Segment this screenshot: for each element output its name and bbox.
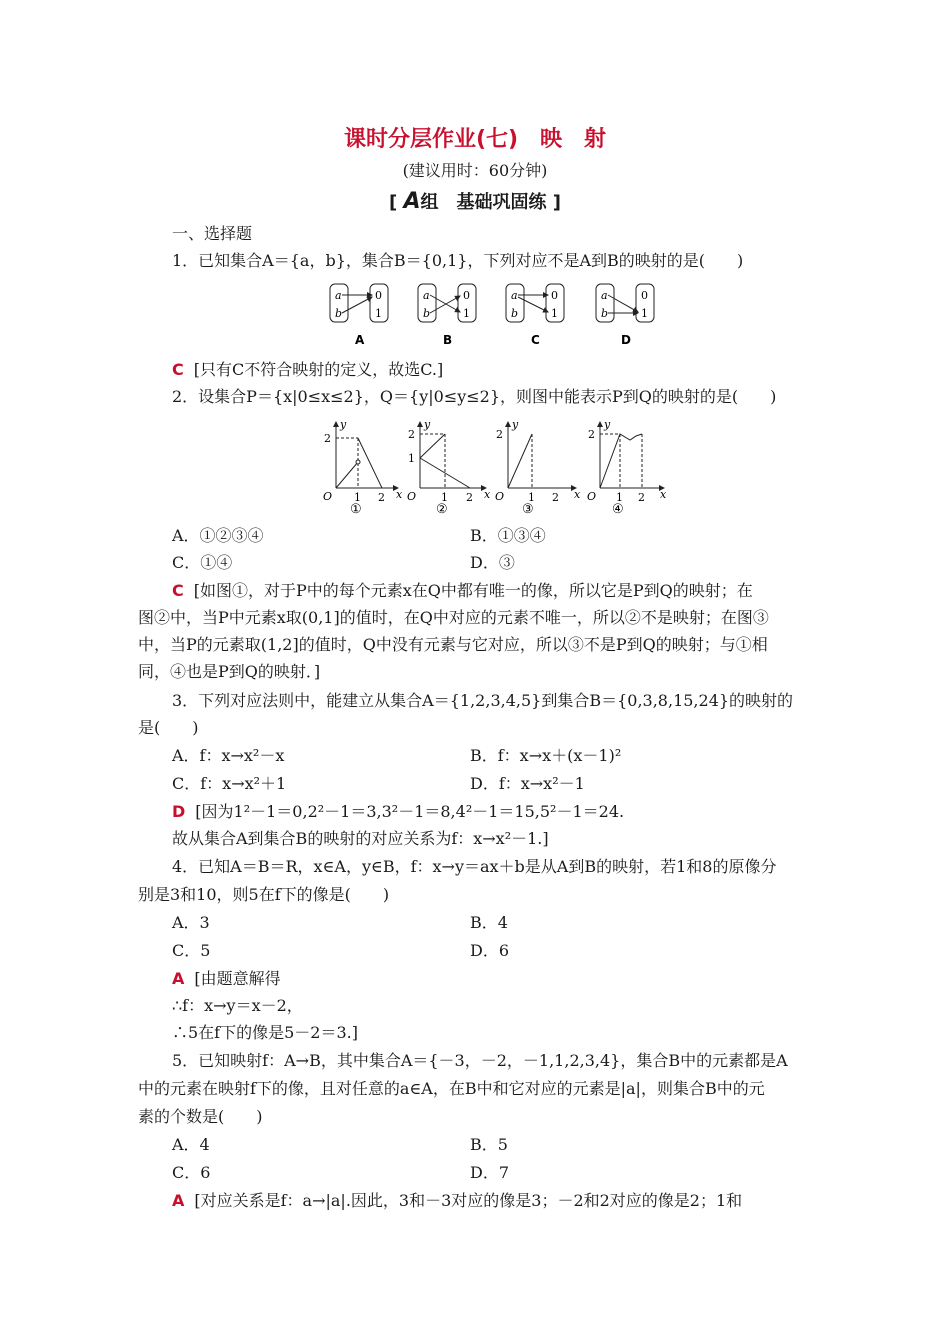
elem-b: b xyxy=(335,307,343,320)
q5-answer-text: [对应关系是f：a→|a|.因此，3和－3对应的像是3；－2和2对应的像是2；1和 xyxy=(194,1191,743,1210)
q1-answer-text: [只有C不符合映射的定义，故选C.] xyxy=(193,360,444,379)
axis-y: y xyxy=(604,418,611,431)
q1-answer xyxy=(172,360,443,380)
q4-line-1: 4．已知A＝B＝R，x∈A，y∈B，f：x→y＝ax＋b是从A到B的映射，若1和8的原像分 xyxy=(172,857,777,876)
q3-option-c: C．f：x→x²＋1 xyxy=(172,774,287,793)
tick-x-1: 1 xyxy=(441,491,448,504)
q3-option-b: B．f：x→x＋(x－1)² xyxy=(470,746,622,765)
tick-x-2: 2 xyxy=(552,491,559,504)
q4-answer-line-1 xyxy=(172,969,281,989)
graph-3 xyxy=(495,418,581,516)
q2-graphs xyxy=(316,416,676,516)
axis-x: x xyxy=(484,488,491,501)
graph-2 xyxy=(407,418,491,516)
elem-1: 1 xyxy=(551,307,558,320)
q5-option-d: D．7 xyxy=(470,1163,510,1182)
elem-b: b xyxy=(511,307,519,320)
origin: O xyxy=(407,490,417,503)
suggested-time: (建议用时：60分钟) xyxy=(402,161,548,180)
tick-y-2: 2 xyxy=(588,428,595,441)
axis-y: y xyxy=(424,418,431,431)
q3-answer-letter: D xyxy=(172,802,186,821)
graph-label-4: ④ xyxy=(612,502,624,516)
q2-answer-line-4: 同，④也是P到Q的映射．] xyxy=(138,662,321,681)
tick-y-2: 2 xyxy=(496,428,503,441)
axis-y: y xyxy=(340,418,347,431)
q4-answer-letter: A xyxy=(172,969,185,988)
q2-option-a: A．①②③④ xyxy=(172,526,264,545)
graph-1 xyxy=(323,418,403,516)
section-heading: 一、选择题 xyxy=(172,224,253,243)
tick-x-1: 1 xyxy=(616,491,623,504)
group-heading xyxy=(0,188,950,214)
q4-line-2: 别是3和10，则5在f下的像是( ) xyxy=(138,885,390,904)
q5-option-a: A．4 xyxy=(172,1135,210,1154)
axis-y: y xyxy=(512,418,519,431)
elem-1: 1 xyxy=(641,307,648,320)
q3-line-1: 3．下列对应法则中，能建立从集合A＝{1,2,3,4,5}到集合B＝{0,3,8,15,24}的映射的 xyxy=(172,691,794,710)
q4-option-d: D．6 xyxy=(470,941,510,960)
tick-x-2: 2 xyxy=(466,491,473,504)
origin: O xyxy=(495,490,505,503)
elem-a: a xyxy=(511,289,518,302)
diagram-label-b: B xyxy=(443,333,453,347)
q1-text: 1．已知集合A＝{a，b}，集合B＝{0,1}，下列对应不是A到B的映射的是( ) xyxy=(172,251,744,270)
q2-option-b: B．①③④ xyxy=(470,526,546,545)
diagram-d xyxy=(596,284,654,322)
q1-mapping-diagrams xyxy=(320,282,680,348)
q4-answer-text-1: [由题意解得 xyxy=(194,969,281,988)
q3-answer-text-1: [因为1²－1＝0,2²－1＝3,3²－1＝8,4²－1＝15,5²－1＝24. xyxy=(195,802,625,821)
q4-option-a: A．3 xyxy=(172,913,210,932)
q5-answer-line-1 xyxy=(172,1191,742,1211)
axis-x: x xyxy=(574,488,581,501)
tick-y-2: 2 xyxy=(408,428,415,441)
q4-option-b: B．4 xyxy=(470,913,508,932)
q5-option-c: C．6 xyxy=(172,1163,211,1182)
elem-a: a xyxy=(601,289,608,302)
q2-option-d: D．③ xyxy=(470,553,515,572)
elem-b: b xyxy=(423,307,431,320)
q5-line-3: 素的个数是( ) xyxy=(138,1107,263,1126)
q5-line-1: 5．已知映射f：A→B，其中集合A＝{－3，－2，－1,1,2,3,4}，集合B中的元素都是A xyxy=(172,1051,788,1070)
elem-0: 0 xyxy=(375,289,382,302)
q2-text: 2．设集合P＝{x|0≤x≤2}，Q＝{y|0≤y≤2}，则图中能表示P到Q的映射的是( ) xyxy=(172,387,777,406)
q3-answer-line-1 xyxy=(172,802,624,822)
diagram-label-d: D xyxy=(621,333,631,347)
q4-answer-line-2: ∴f：x→y＝x－2， xyxy=(172,996,303,1015)
q2-option-c: C．①④ xyxy=(172,553,233,572)
graph-label-3: ③ xyxy=(522,502,534,516)
q3-option-a: A．f：x→x²－x xyxy=(172,746,285,765)
diagram-label-a: A xyxy=(355,333,365,347)
tick-x-1: 1 xyxy=(528,491,535,504)
q5-line-2: 中的元素在映射f下的像，且对任意的a∈A，在B中和它对应的元素是|a|，则集合B中的元 xyxy=(138,1079,765,1098)
axis-x: x xyxy=(396,488,403,501)
origin: O xyxy=(587,490,597,503)
diagram-c xyxy=(506,284,564,322)
q1-answer-letter: C xyxy=(172,360,184,379)
q3-option-d: D．f：x→x²－1 xyxy=(470,774,585,793)
axis-x: x xyxy=(660,488,667,501)
bracket-right: ] xyxy=(546,192,562,213)
q2-answer-line-3: 中，当P的元素取(1,2]的值时，Q中没有元素与它对应，所以③不是P到Q的映射；与①相 xyxy=(138,635,768,654)
q5-option-b: B．5 xyxy=(470,1135,508,1154)
q2-answer-line-1 xyxy=(172,581,753,601)
tick-y-1: 1 xyxy=(408,452,415,465)
elem-1: 1 xyxy=(375,307,382,320)
q2-answer-letter: C xyxy=(172,581,184,600)
tick-y-2: 2 xyxy=(324,432,331,445)
group-label: 组 基础巩固练 xyxy=(420,192,547,213)
origin: O xyxy=(323,490,333,503)
diagram-a xyxy=(330,284,388,322)
tick-x-2: 2 xyxy=(378,491,385,504)
diagram-label-c: C xyxy=(531,333,540,347)
elem-a: a xyxy=(423,289,430,302)
tick-x-1: 1 xyxy=(354,491,361,504)
diagram-b xyxy=(418,284,476,322)
q2-answer-text-1: [如图①，对于P中的每个元素x在Q中都有唯一的像，所以它是P到Q的映射；在 xyxy=(193,581,753,600)
bracket-left: [ xyxy=(388,192,404,213)
q3-line-2: 是( ) xyxy=(138,718,199,737)
q5-answer-letter: A xyxy=(172,1191,185,1210)
elem-0: 0 xyxy=(551,289,558,302)
q3-answer-line-2: 故从集合A到集合B的映射的对应关系为f：x→x²－1.] xyxy=(172,829,549,848)
elem-0: 0 xyxy=(463,289,470,302)
tick-x-2: 2 xyxy=(638,491,645,504)
q4-option-c: C．5 xyxy=(172,941,211,960)
q2-answer-line-2: 图②中，当P中元素x取(0,1]的值时，在Q中对应的元素不唯一，所以②不是映射；在图③ xyxy=(138,608,769,627)
graph-4 xyxy=(587,418,667,516)
graph-label-1: ① xyxy=(350,502,362,516)
group-letter: A xyxy=(403,189,421,214)
elem-b: b xyxy=(601,307,609,320)
graph-label-2: ② xyxy=(436,502,448,516)
page-title: 课时分层作业(七) 映 射 xyxy=(343,127,607,152)
elem-1: 1 xyxy=(463,307,470,320)
elem-0: 0 xyxy=(641,289,648,302)
elem-a: a xyxy=(335,289,342,302)
q4-answer-line-3: ∴5在f下的像是5－2＝3.] xyxy=(172,1023,358,1042)
